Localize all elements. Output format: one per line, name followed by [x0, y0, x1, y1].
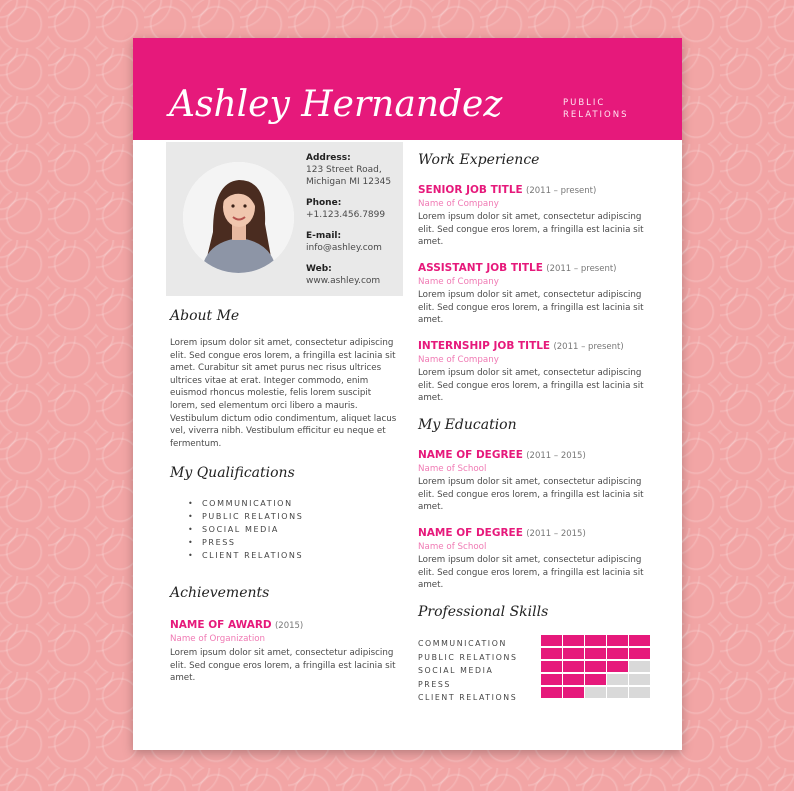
- skill-label: PUBLIC RELATIONS: [418, 652, 518, 662]
- bullet-icon: •: [188, 512, 195, 521]
- skill-segment-filled: [585, 674, 606, 685]
- candidate-name: Ashley Hernandez: [169, 84, 503, 125]
- skill-segment-filled: [541, 648, 562, 659]
- phone-block: [306, 197, 401, 221]
- skill-label: COMMUNICATION: [418, 639, 507, 648]
- web-label: Web:: [306, 264, 332, 274]
- job-title: INTERNSHIP JOB TITLE: [418, 340, 551, 352]
- skill-segment-filled: [629, 635, 650, 646]
- web-block: [306, 263, 401, 287]
- job-dates: (2011 – present): [553, 342, 624, 352]
- job-title: SENIOR JOB TITLE: [418, 184, 523, 196]
- skill-label: PRESS: [418, 679, 451, 689]
- degree-dates: (2011 – 2015): [526, 529, 586, 539]
- education-heading: My Education: [418, 417, 517, 433]
- skill-segment-filled: [563, 674, 584, 685]
- email-label: E-mail:: [306, 231, 342, 241]
- email-value: info@ashley.com: [306, 243, 382, 253]
- job-dates: (2011 – present): [526, 186, 597, 196]
- award-date: (2015): [274, 621, 304, 631]
- phone-label: Phone:: [306, 198, 342, 208]
- list-item: • COMMUNICATION: [188, 499, 293, 508]
- company-name: Name of Company: [418, 355, 499, 365]
- skill-label: SOCIAL MEDIA: [418, 666, 494, 675]
- skill-segment-empty: [629, 661, 650, 672]
- qualifications-list: [188, 497, 303, 562]
- award-title: NAME OF AWARD: [170, 619, 272, 631]
- resume-page: [133, 38, 682, 750]
- skill-segment-filled: [607, 648, 628, 659]
- skill-segment-filled: [541, 674, 562, 685]
- school-name: Name of School: [418, 464, 487, 474]
- candidate-role: PUBLIC RELATIONS: [563, 98, 629, 120]
- list-item: • PRESS: [188, 538, 236, 547]
- skill-level-bar: [541, 674, 651, 687]
- skill-segment-filled: [607, 661, 628, 672]
- skill-segment-empty: [607, 674, 628, 685]
- award-organization: Name of Organization: [170, 634, 266, 644]
- resume-header: [133, 38, 682, 140]
- skill-segment-filled: [585, 661, 606, 672]
- skill-segment-filled: [541, 661, 562, 672]
- skill-segment-empty: [607, 687, 628, 698]
- bullet-icon: •: [188, 538, 195, 547]
- skill-level-bar: [541, 635, 651, 648]
- job-title-line: [418, 261, 617, 276]
- degree-title: NAME OF DEGREE: [418, 527, 523, 539]
- skill-segment-filled: [541, 687, 562, 698]
- skill-level-bar: [541, 687, 651, 700]
- qualifications-heading: My Qualifications: [170, 465, 295, 481]
- phone-value: +1.123.456.7899: [306, 210, 386, 220]
- achievements-heading: Achievements: [170, 585, 270, 601]
- skill-segment-filled: [563, 687, 584, 698]
- skill-segment-filled: [629, 648, 650, 659]
- degree-title-line: [418, 526, 586, 541]
- job-title: ASSISTANT JOB TITLE: [418, 262, 543, 274]
- job-text: Lorem ipsum dolor sit amet, consectetur adipiscing elit. Sed congue eros lorem, a fringilla est lacinia sit amet.: [418, 212, 644, 248]
- about-text: Lorem ipsum dolor sit amet, consectetur adipiscing elit. Sed congue eros lorem, a fringilla est lacinia sit amet. Curabitur sit amet purus nec risus ultrices ultrices vitae at erat. Integer commodo, enim euismod rhoncus molestie, felis lorem suscipit lorem, sed elementum orci libero a mauris. Vestibulum dictum odio condimentum, aliquet lacus vel, viverra nibh. Vestibulum efficitur eu neque et fermentum.: [170, 338, 397, 449]
- skill-segment-filled: [563, 648, 584, 659]
- award-title-line: [170, 618, 303, 633]
- job-title-line: [418, 339, 624, 354]
- portrait-photo: [183, 162, 294, 273]
- address-value: 123 Street Road, Michigan MI 12345: [306, 165, 392, 187]
- company-name: Name of Company: [418, 199, 499, 209]
- job-text: Lorem ipsum dolor sit amet, consectetur adipiscing elit. Sed congue eros lorem, a fringilla est lacinia sit amet.: [418, 368, 644, 404]
- list-item: • SOCIAL MEDIA: [188, 525, 279, 534]
- skills-labels: [418, 637, 518, 705]
- skill-segment-filled: [541, 635, 562, 646]
- contact-panel: [166, 142, 403, 296]
- skill-segment-filled: [585, 635, 606, 646]
- skill-segment-filled: [563, 635, 584, 646]
- degree-text: Lorem ipsum dolor sit amet, consectetur adipiscing elit. Sed congue eros lorem, a fringilla est lacinia sit amet.: [418, 477, 644, 513]
- skill-level-bar: [541, 661, 651, 674]
- list-item: • CLIENT RELATIONS: [188, 551, 304, 560]
- contact-details: [306, 152, 401, 296]
- skill-segment-filled: [585, 648, 606, 659]
- degree-dates: (2011 – 2015): [526, 451, 586, 461]
- about-heading: About Me: [170, 308, 240, 324]
- award-text: Lorem ipsum dolor sit amet, consectetur adipiscing elit. Sed congue eros lorem, a fringilla est lacinia sit amet.: [170, 648, 396, 684]
- address-block: [306, 152, 401, 188]
- job-text: Lorem ipsum dolor sit amet, consectetur adipiscing elit. Sed congue eros lorem, a fringilla est lacinia sit amet.: [418, 290, 644, 326]
- job-title-line: [418, 183, 596, 198]
- skill-label: CLIENT RELATIONS: [418, 693, 518, 702]
- web-value: www.ashley.com: [306, 276, 381, 286]
- bullet-icon: •: [188, 499, 195, 508]
- skill-segment-empty: [629, 687, 650, 698]
- skill-segment-filled: [607, 635, 628, 646]
- bullet-icon: •: [188, 551, 195, 560]
- degree-title-line: [418, 448, 586, 463]
- work-heading: Work Experience: [418, 152, 540, 168]
- portrait-illustration: [183, 162, 294, 273]
- skill-segment-empty: [629, 674, 650, 685]
- degree-title: NAME OF DEGREE: [418, 449, 523, 461]
- address-label: Address:: [306, 153, 351, 163]
- skill-level-bar: [541, 648, 651, 661]
- skills-heading: Professional Skills: [418, 604, 549, 620]
- school-name: Name of School: [418, 542, 487, 552]
- email-block: [306, 230, 401, 254]
- list-item: • PUBLIC RELATIONS: [188, 512, 304, 521]
- skill-segment-filled: [563, 661, 584, 672]
- job-dates: (2011 – present): [546, 264, 617, 274]
- degree-text: Lorem ipsum dolor sit amet, consectetur adipiscing elit. Sed congue eros lorem, a fringilla est lacinia sit amet.: [418, 555, 644, 591]
- bullet-icon: •: [188, 525, 195, 534]
- skill-segment-empty: [585, 687, 606, 698]
- company-name: Name of Company: [418, 277, 499, 287]
- skill-level-grid: [541, 635, 651, 700]
